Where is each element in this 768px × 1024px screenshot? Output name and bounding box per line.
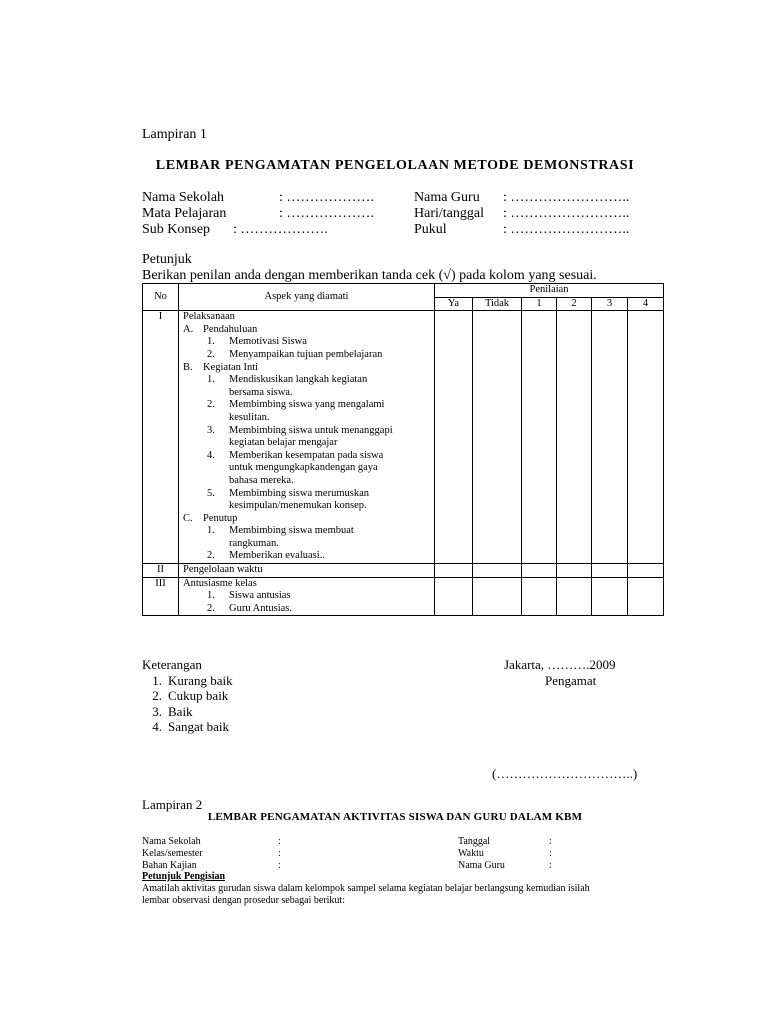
colon: : bbox=[278, 860, 281, 871]
kelas-semester-label: Kelas/semester bbox=[142, 848, 203, 859]
aspect-heading: Antusiasme kelas bbox=[183, 577, 257, 589]
section-c: C. Penutup bbox=[183, 512, 238, 524]
list-item-cont: bahasa mereka. bbox=[229, 474, 294, 486]
list-item: 4. Memberikan kesempatan pada siswa bbox=[207, 449, 384, 461]
check-cell-ya[interactable] bbox=[435, 564, 473, 578]
aspect-heading: Pengelolaan waktu bbox=[183, 564, 263, 576]
colon: : bbox=[549, 836, 552, 847]
legend-item bbox=[140, 704, 233, 719]
check-cell-3[interactable] bbox=[592, 577, 628, 616]
list-item: 2. Memberikan evaluasi.. bbox=[207, 550, 325, 562]
nama-guru-value: : …………………….. bbox=[503, 190, 630, 205]
list-item-cont: kesulitan. bbox=[229, 411, 270, 423]
check-cell-3[interactable] bbox=[592, 564, 628, 578]
table-row bbox=[143, 311, 664, 564]
bahan-kajian-label: Bahan Kajian bbox=[142, 860, 197, 871]
aspect-heading: Pelaksanaan bbox=[183, 311, 235, 323]
location-date: Jakarta, ……….2009 bbox=[504, 657, 616, 672]
instruction-paragraph-line-1: Amatilah aktivitas gurudan siswa dalam kelompok sampel selama kegiatan belajar berlangsung kemudian isilah bbox=[142, 883, 590, 894]
sub-konsep-label: Sub Konsep bbox=[142, 222, 211, 237]
colon: : bbox=[278, 848, 281, 859]
aspect-cell bbox=[179, 311, 435, 564]
keterangan-label: Keterangan bbox=[142, 657, 202, 672]
legend-list bbox=[140, 673, 233, 735]
list-item: 1. Siswa antusias bbox=[207, 590, 291, 602]
list-item: 1. Mendiskusikan langkah kegiatan bbox=[207, 374, 368, 386]
lampiran-1-label: Lampiran 1 bbox=[142, 127, 207, 142]
colon: : bbox=[278, 836, 281, 847]
mata-pelajaran-label: Mata Pelajaran bbox=[142, 206, 227, 221]
document-title: LEMBAR PENGAMATAN PENGELOLAAN METODE DEMONSTRASI bbox=[155, 158, 635, 173]
list-item-cont: bersama siswa. bbox=[229, 386, 293, 398]
tanggal-label: Tanggal bbox=[458, 836, 491, 847]
colon: : bbox=[549, 860, 552, 871]
list-item-cont: untuk mengungkapkandengan gaya bbox=[229, 462, 378, 474]
document-title-2: LEMBAR PENGAMATAN AKTIVITAS SISWA DAN GURU DALAM KBM bbox=[207, 811, 583, 823]
waktu-label: Waktu bbox=[458, 848, 484, 859]
nama-sekolah-label: Nama Sekolah bbox=[142, 190, 225, 205]
colon: : bbox=[549, 848, 552, 859]
legend-number: 4. bbox=[152, 719, 162, 735]
check-cell-1[interactable] bbox=[522, 311, 557, 564]
pengamat-label: Pengamat bbox=[545, 673, 597, 688]
header-penilaian: Penilaian bbox=[435, 284, 664, 298]
petunjuk-label: Petunjuk bbox=[142, 252, 192, 267]
list-item: 1. Membimbing siswa membuat bbox=[207, 525, 354, 537]
signature-line: (…………………………..) bbox=[492, 766, 638, 781]
legend-text: Baik bbox=[168, 703, 193, 719]
check-cell-tidak[interactable] bbox=[473, 577, 522, 616]
check-cell-2[interactable] bbox=[557, 564, 592, 578]
check-cell-1[interactable] bbox=[522, 564, 557, 578]
check-cell-4[interactable] bbox=[628, 564, 664, 578]
instruction-text: Berikan penilan anda dengan memberikan tanda cek (√) pada kolom yang sesuai. bbox=[142, 268, 597, 283]
check-cell-4[interactable] bbox=[628, 577, 664, 616]
list-item: 2. Membimbing siswa yang mengalami bbox=[207, 399, 385, 411]
row-number: II bbox=[143, 564, 179, 578]
hari-tanggal-value: : …………………….. bbox=[503, 206, 630, 221]
row-number: I bbox=[143, 311, 179, 564]
legend-item bbox=[140, 719, 233, 734]
instruction-paragraph-line-2: lembar observasi dengan prosedur sebagai berikut: bbox=[142, 895, 345, 906]
table-row bbox=[143, 564, 664, 578]
section-b: B. Kegiatan Inti bbox=[183, 361, 259, 373]
aspect-cell bbox=[179, 577, 435, 616]
row-number: III bbox=[143, 577, 179, 616]
check-cell-ya[interactable] bbox=[435, 311, 473, 564]
list-item-cont: rangkuman. bbox=[229, 537, 279, 549]
check-cell-tidak[interactable] bbox=[473, 311, 522, 564]
list-item: 2. Menyampaikan tujuan pembelajaran bbox=[207, 348, 383, 360]
header-score-4: 4 bbox=[628, 297, 664, 311]
legend-number: 1. bbox=[152, 673, 162, 688]
list-item: 5. Membimbing siswa merumuskan bbox=[207, 487, 369, 499]
check-cell-4[interactable] bbox=[628, 311, 664, 564]
pukul-label: Pukul bbox=[414, 222, 447, 237]
legend-item bbox=[140, 673, 233, 688]
list-item: 3. Membimbing siswa untuk menanggapi bbox=[207, 424, 393, 436]
check-cell-2[interactable] bbox=[557, 577, 592, 616]
header-aspek: Aspek yang diamati bbox=[179, 284, 435, 311]
list-item: 1. Memotivasi Siswa bbox=[207, 336, 307, 348]
header-no: No bbox=[143, 284, 179, 311]
mata-pelajaran-value: : ………………. bbox=[279, 206, 374, 221]
section-a: A. Pendahuluan bbox=[183, 323, 258, 335]
lampiran-2-label: Lampiran 2 bbox=[142, 797, 203, 812]
list-item-cont: kesimpulan/menemukan konsep. bbox=[229, 500, 367, 512]
header-ya: Ya bbox=[435, 297, 473, 311]
sub-konsep-value: : ………………. bbox=[233, 222, 328, 237]
observation-table bbox=[142, 283, 664, 616]
header-score-3: 3 bbox=[592, 297, 628, 311]
legend-text: Kurang baik bbox=[168, 673, 233, 688]
nama-guru-label: Nama Guru bbox=[414, 190, 480, 205]
check-cell-1[interactable] bbox=[522, 577, 557, 616]
aspect-cell bbox=[179, 564, 435, 578]
nama-sekolah-value: : ………………. bbox=[279, 190, 374, 205]
nama-sekolah-label-2: Nama Sekolah bbox=[142, 836, 201, 847]
nama-guru-label-2: Nama Guru bbox=[458, 860, 505, 871]
legend-text: Sangat baik bbox=[168, 719, 230, 735]
petunjuk-pengisian-heading: Petunjuk Pengisian bbox=[142, 871, 226, 882]
legend-number: 3. bbox=[152, 703, 162, 719]
legend-text: Cukup baik bbox=[168, 688, 229, 704]
legend-number: 2. bbox=[152, 688, 162, 704]
legend-item bbox=[140, 688, 233, 703]
table-row bbox=[143, 577, 664, 616]
header-score-1: 1 bbox=[522, 297, 557, 311]
list-item: 2. Guru Antusias. bbox=[207, 602, 292, 614]
header-tidak: Tidak bbox=[473, 297, 522, 311]
check-cell-3[interactable] bbox=[592, 311, 628, 564]
check-cell-2[interactable] bbox=[557, 311, 592, 564]
check-cell-ya[interactable] bbox=[435, 577, 473, 616]
list-item-cont: kegiatan belajar mengajar bbox=[229, 437, 338, 449]
hari-tanggal-label: Hari/tanggal bbox=[414, 206, 484, 221]
pukul-value: : …………………….. bbox=[503, 222, 630, 237]
header-score-2: 2 bbox=[557, 297, 592, 311]
check-cell-tidak[interactable] bbox=[473, 564, 522, 578]
